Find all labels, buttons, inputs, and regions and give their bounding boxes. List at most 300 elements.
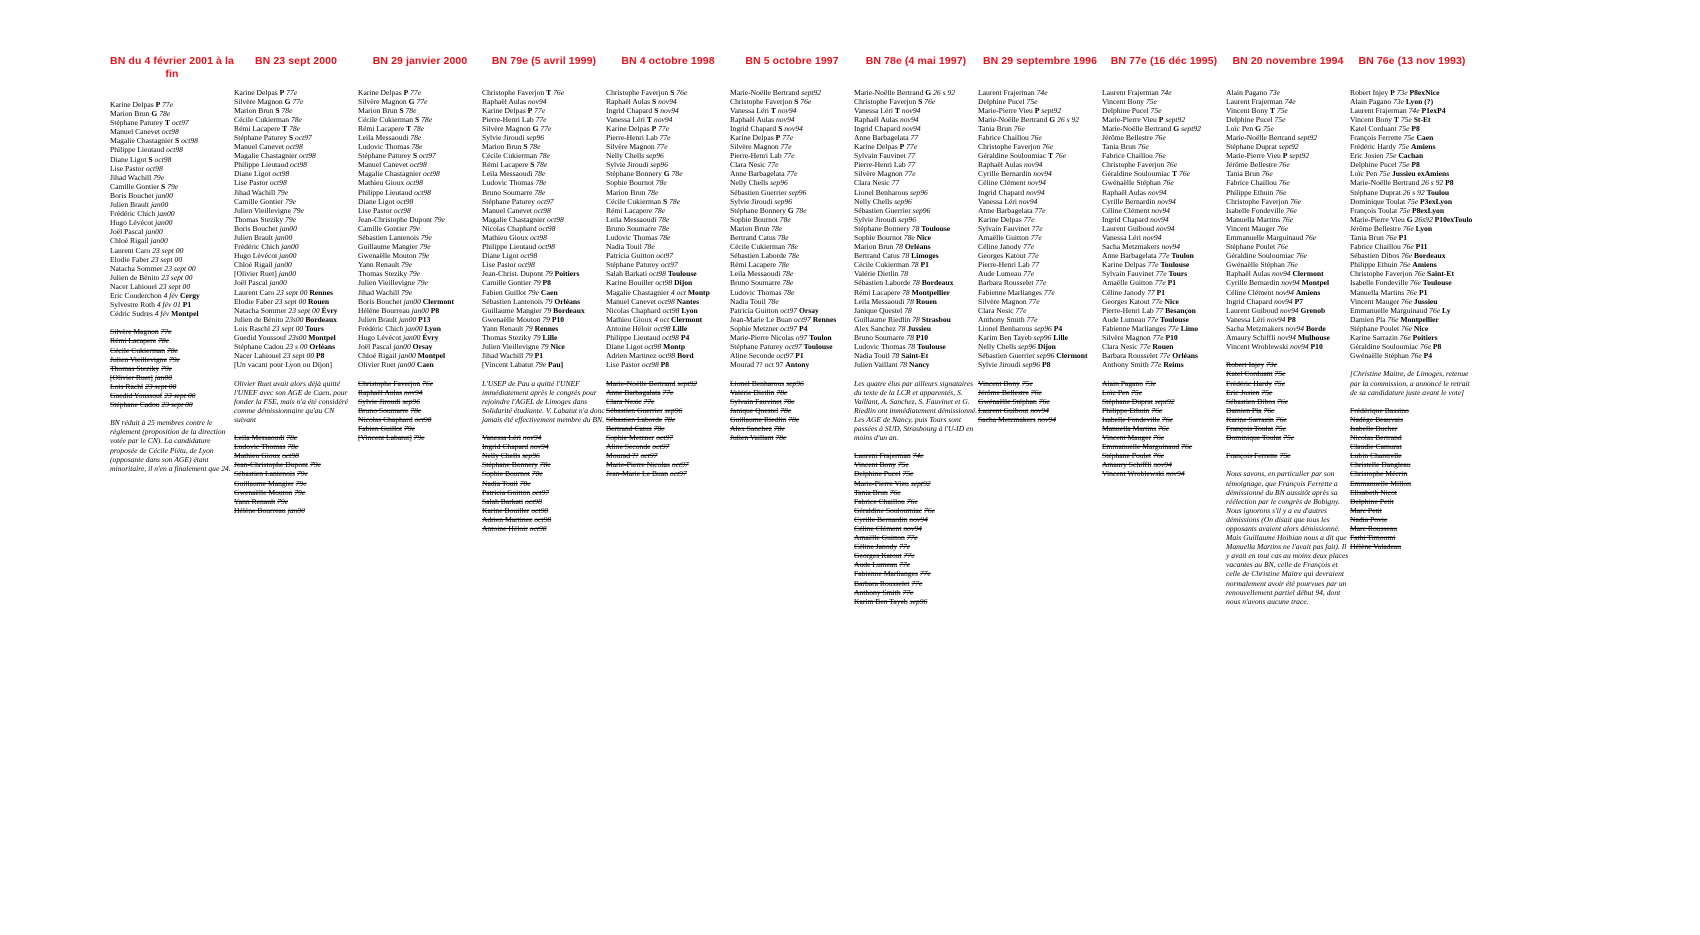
member-entry (854, 251, 978, 260)
election-date: 78e (653, 423, 665, 433)
election-date: 77e (1027, 251, 1039, 261)
role-code: S (778, 123, 783, 133)
role-code: T (894, 105, 900, 115)
election-date: nov94 (530, 442, 549, 452)
member-name: Isabelle Fondeville (1226, 205, 1284, 215)
member-entry (1226, 169, 1350, 178)
election-date: oct98 (655, 278, 673, 288)
age-city: Nice (1413, 323, 1429, 333)
election-date: sep96 (1018, 342, 1036, 352)
member-name: Christophe Faverjon (1102, 160, 1165, 170)
election-date: 79 (542, 314, 550, 324)
member-entry (482, 351, 606, 360)
member-name: Robert Injey (1226, 360, 1265, 370)
member-name: Delphine Pucel (854, 469, 901, 479)
election-date: sep96 (898, 214, 917, 224)
bn-column (606, 55, 730, 479)
election-date: 78e (776, 387, 788, 397)
member-name: Mathieu Gioux (358, 178, 405, 188)
age-city: P11 (1415, 242, 1428, 252)
member-name: Karine Delpas (482, 105, 526, 115)
election-date: 23s00 (288, 333, 307, 343)
member-name: Joël Pascal (110, 227, 144, 237)
former-member-entry (854, 597, 978, 606)
election-date: 79e (294, 487, 306, 497)
age-city: P8exNice (1409, 87, 1440, 97)
member-entry (1226, 288, 1350, 297)
member-entry (358, 133, 482, 142)
member-entry (482, 315, 606, 324)
former-member-entry (110, 327, 234, 336)
member-name: Gwénaëlle Stéphan (1226, 260, 1285, 270)
former-member-entry (1350, 479, 1474, 488)
member-name: Nelly Chells (978, 342, 1017, 352)
member-name: Elodie Faber (110, 254, 150, 264)
election-date: 76e (924, 505, 935, 515)
member-name: Marie-Pierre Nicolas (606, 460, 670, 470)
election-date: oct98 (422, 169, 440, 179)
column-heading: BN du 4 février 2001 à la fin (110, 55, 234, 80)
age-city: Lyon (?) (1405, 96, 1434, 106)
election-date: 78e (166, 345, 178, 355)
election-date: 79e (433, 214, 445, 224)
age-city: P8 (1445, 178, 1454, 188)
member-entry (978, 288, 1102, 297)
role-code: S (662, 196, 668, 206)
election-date: nov94 (1285, 323, 1305, 333)
election-date: 78 (895, 242, 903, 252)
member-name: Jean-Marie Le Buan (730, 314, 792, 324)
member-name: Elodie Faber (234, 296, 274, 306)
election-date: 78e (286, 433, 298, 443)
former-member-entry (358, 397, 482, 406)
age-city: Nice (916, 233, 932, 242)
role-code: S (148, 154, 153, 164)
election-date: 75e (1398, 142, 1410, 152)
election-date: 77e (656, 142, 668, 152)
member-entry (606, 278, 730, 287)
election-date: 76e (1399, 333, 1411, 343)
member-entry (234, 97, 358, 106)
spacer (1102, 369, 1226, 378)
spacer (358, 369, 482, 378)
member-name: Aude Lumeau (854, 560, 898, 570)
member-entry (854, 260, 978, 269)
member-name: Clara Nesic (978, 305, 1014, 315)
role-code: T (406, 123, 412, 133)
member-entry (606, 297, 730, 306)
member-entry (234, 315, 358, 324)
member-name: Pierre-Henri Lab (730, 151, 782, 161)
member-entry (854, 169, 978, 178)
election-date: 77 (1155, 305, 1164, 315)
election-date: 79e (401, 260, 413, 270)
member-name: Natacha Sommer (110, 263, 163, 273)
member-name: Marion Brun (606, 187, 646, 197)
election-date: 76e (1158, 423, 1170, 433)
member-name: Diane Ligot (358, 196, 395, 206)
election-date: 77e (911, 578, 923, 588)
former-member-entry (110, 346, 234, 355)
role-code: G (532, 123, 539, 133)
former-member-entry (606, 442, 730, 451)
age-city: Mulhouse (1297, 333, 1330, 343)
member-entry (978, 251, 1102, 260)
age-city: Cergy (180, 290, 200, 300)
member-entry (358, 124, 482, 133)
member-name: Eric Josien (1350, 151, 1384, 161)
election-date: sep96 (910, 187, 928, 197)
member-name: Amaëlle Guitton (854, 533, 905, 543)
member-entry (854, 333, 978, 342)
member-entry (234, 269, 358, 278)
member-entry (1102, 269, 1226, 278)
election-date: nov94 (1150, 214, 1169, 224)
election-date: oct98 (298, 151, 316, 161)
member-name: Tania Brun (1226, 169, 1260, 179)
former-member-entry (606, 397, 730, 406)
member-name: Fabrice Chaillou (854, 496, 905, 506)
election-date: 77e (1158, 251, 1170, 261)
election-date: 79 (533, 333, 541, 343)
member-name: Valérie Dietlin (730, 387, 775, 397)
election-date: 23 sept 00 (271, 323, 304, 333)
column-heading: BN 78e (4 mai 1997) (865, 55, 967, 67)
member-name: Fabienne Marlianges (1102, 323, 1166, 333)
age-city: Orléans (554, 296, 581, 306)
member-name: Amaëlle Guitton (978, 233, 1029, 242)
former-member-entry (1350, 533, 1474, 542)
member-name: Sébastien Dibos (1350, 251, 1400, 261)
member-name: Raphaël Aulas (1226, 269, 1271, 279)
member-entry (110, 300, 234, 309)
member-entry (978, 133, 1102, 142)
former-member-entry (606, 415, 730, 424)
member-entry (1226, 178, 1350, 187)
member-name: Raphaël Aulas (730, 114, 775, 124)
election-date: 78e (410, 132, 422, 142)
election-date: 77e (1023, 214, 1035, 224)
member-name: Nicolas Chaphard (482, 223, 537, 233)
election-date: 78 (912, 278, 920, 288)
member-entry (730, 115, 854, 124)
member-entry (1102, 233, 1226, 242)
member-entry (854, 115, 978, 124)
member-entry (978, 188, 1102, 197)
age-city: Nantes (676, 296, 700, 306)
member-name: Cécile Cukierman (730, 242, 786, 252)
election-date: 78e (658, 223, 670, 233)
member-name: Nelly Chells (854, 196, 893, 206)
member-name: Bruno Soumarre (358, 405, 409, 415)
former-member-entry (1102, 388, 1226, 397)
election-date: jan00 (150, 200, 169, 210)
member-name: Laurent Guiboud (1102, 223, 1155, 233)
former-member-entry (978, 388, 1102, 397)
election-date: 78 (891, 351, 900, 361)
age-city: Jussieu (907, 323, 932, 333)
member-entry (854, 278, 978, 287)
election-date: 79e (285, 196, 297, 206)
member-name: Lois Rachl (110, 381, 144, 391)
age-city: Montpel (417, 351, 446, 361)
age-city: Nancy (908, 360, 930, 370)
age-city: P8 (660, 360, 670, 370)
former-member-entry (110, 336, 234, 345)
role-code: S (161, 181, 166, 191)
member-name: Karine Delpas (606, 123, 650, 133)
election-date: jan00 (287, 505, 305, 515)
member-entry (730, 351, 854, 360)
member-name: Robert Injey (1350, 87, 1389, 97)
member-name: Silvère Magnon (358, 96, 407, 106)
election-date: 78 (912, 314, 920, 324)
election-date: 77e (902, 587, 914, 597)
member-name: Alain Pagano (1102, 378, 1144, 388)
member-name: Loïc Pen (1226, 123, 1254, 133)
member-name: Nelly Chells (606, 151, 645, 161)
election-date: 76e (1385, 233, 1397, 242)
member-name: Laurent Guiboud (1226, 305, 1279, 315)
age-city: Cachan (1398, 151, 1424, 161)
age-city: P3exLyon (1420, 196, 1453, 206)
member-name: Tania Brun (854, 487, 888, 497)
election-date: oct97 (776, 351, 794, 361)
former-member-entry (110, 364, 234, 373)
election-date: 78e (786, 242, 798, 252)
member-entry (234, 188, 358, 197)
member-name: Nadia Touil (606, 242, 642, 252)
election-date: jan00 (279, 251, 297, 261)
member-entry (482, 88, 606, 97)
member-name: Hélène Bourreau (234, 505, 286, 515)
member-name: Lois Raschl (234, 323, 271, 333)
column-heading: BN 20 novembre 1994 (1232, 55, 1344, 67)
member-name: [Un vacant pour Lyon ou Dijon] (234, 360, 333, 370)
election-date: 77 (907, 160, 916, 170)
member-entry (606, 242, 730, 251)
election-date: 79e (418, 251, 430, 261)
election-date: 77e (292, 96, 304, 106)
election-date: oct98 (272, 169, 290, 179)
member-name: Rémi Lacapere (482, 160, 529, 170)
role-code: G (1173, 123, 1180, 133)
election-date: oct98 (529, 524, 547, 533)
election-date: 77e (780, 142, 792, 152)
role-code: P (775, 132, 781, 142)
member-name: Olivier Ruet (358, 360, 396, 370)
election-date: jan00 (279, 223, 297, 233)
member-entry (978, 351, 1102, 360)
election-date: 78 (897, 323, 906, 333)
age-city: Saint-Et (1427, 269, 1455, 279)
member-name: Rémi Lacapere (110, 336, 157, 346)
former-member-entry (110, 355, 234, 364)
election-date: oct97 (171, 118, 189, 128)
election-date: nov94 (660, 105, 679, 115)
member-entry (606, 124, 730, 133)
age-city: Toulouse (1422, 278, 1452, 288)
member-entry (606, 351, 730, 360)
election-date: 76e (1181, 442, 1193, 452)
member-name: Pierre-Henri Lab (854, 160, 906, 170)
age-city: Borde (1305, 323, 1326, 333)
member-name: Bruno Soumarre (482, 187, 533, 197)
election-date: sept92 (1289, 151, 1310, 161)
age-city: Amiens (1410, 142, 1436, 152)
election-date: 76e (1401, 323, 1413, 333)
member-entry (358, 288, 482, 297)
former-member-entry (1350, 497, 1474, 506)
election-date: jan00 (154, 372, 173, 382)
election-date: 74e (1036, 87, 1048, 97)
election-date: 76e (1162, 178, 1174, 188)
former-member-entry (1350, 488, 1474, 497)
election-date: 79e (528, 287, 539, 297)
election-date: 76e (1154, 132, 1166, 142)
member-entry (1102, 178, 1226, 187)
member-name: Sylvain Fauvinet (730, 396, 782, 406)
role-code: T (164, 118, 170, 128)
member-name: Ludovic Thomas (482, 178, 534, 188)
former-member-entry (1102, 451, 1226, 460)
election-date: 4 fév 01 (156, 300, 181, 310)
former-member-entry (1350, 469, 1474, 478)
member-entry (854, 288, 978, 297)
member-entry (482, 333, 606, 342)
member-name: Lionel Benharous (978, 323, 1033, 333)
age-city: Dijon (1037, 342, 1056, 352)
former-member-entry (1102, 379, 1226, 388)
member-name: Boris Bouchet (110, 190, 154, 200)
member-entry (1350, 333, 1474, 342)
member-entry (110, 273, 234, 282)
member-name: Cécile Cukierman (854, 260, 910, 270)
member-name: Sylvie Jiroudi (358, 396, 401, 406)
member-name: Nadia Touil (482, 478, 518, 488)
role-code: P (155, 100, 161, 109)
column-note: Nous savons, en particulier par son témoignage, que François Ferrette a démissionné du BN aussitôt après sa réélection par le congrès de Bobigny. Nous ignorons s'il y a eu d'autres démissions (On disait que tous les opposants avaient alors démissionné. Mais Guillaume Hoibian nous a dit que Manuella Martins ne l'avait pas fait). Il y avait en tout cas au moins deux places vacantes au BN, celle de François et celle de Christine Maitre qui devraient normalement avoir été pourvues par un renouvellement partiel début 94, dont nous n'avons aucune trace. (1226, 469, 1349, 606)
column-note: Les quatre élus par ailleurs signataires du texte de la LCR et apparentés, S. Vaillant, A. Sanchez, S. Fauvinet et G. Riedlin ont immédiatement démissionné. Les AGE de Nancy, puis Tours sont passées à SUD, Strasbourg à l'U-ID en moins d'un an. (854, 378, 978, 443)
age-city: P8 (1411, 123, 1420, 133)
former-member-entry (854, 497, 978, 506)
member-entry (730, 315, 854, 324)
member-entry (1102, 324, 1226, 333)
member-entry (482, 233, 606, 242)
member-name: Delphine Pucel (1226, 114, 1273, 124)
election-date: 76e (1275, 414, 1287, 424)
age-city: Évry (422, 333, 439, 343)
role-code: S (288, 132, 294, 142)
member-name: Lise Pastor (482, 260, 516, 270)
member-name: Karine Sarrazin (1226, 414, 1274, 424)
member-name: Ludovic Thomas (358, 142, 410, 152)
role-code: T (282, 123, 288, 133)
member-entry (1350, 88, 1474, 97)
member-entry (1102, 133, 1226, 142)
election-date: 78e (534, 187, 546, 197)
member-name: Nadège Beauvais (1350, 414, 1403, 424)
election-date: oct97 (780, 323, 798, 333)
role-code: G (408, 96, 415, 106)
column-heading: BN 29 septembre 1996 (982, 55, 1098, 67)
member-name: Leila Messaoudi (606, 214, 657, 224)
member-entry (1226, 224, 1350, 233)
former-member-entry (1350, 442, 1474, 451)
member-name: Géraldine Souloumiac (1350, 342, 1419, 352)
member-entry (1102, 160, 1226, 169)
former-member-entry (234, 433, 358, 442)
election-date: 75e (1398, 123, 1410, 133)
age-city: Lyon (681, 305, 698, 315)
election-date: 78e (664, 414, 676, 424)
member-name: Karim Ben Tayeb (854, 596, 908, 606)
election-date: jan00 (155, 190, 173, 200)
role-code: S (399, 105, 404, 115)
member-name: Clara Nesic (730, 160, 766, 170)
former-member-entry (854, 479, 978, 488)
election-date: 76e (1278, 178, 1290, 188)
member-name: Cécile Cukierman (606, 196, 662, 206)
election-date: 76e (1275, 187, 1287, 197)
former-member-entry (978, 415, 1102, 424)
election-date: 79 (543, 305, 552, 315)
member-name: Delphine Pucel (978, 96, 1025, 106)
election-date: 76e (1153, 451, 1165, 461)
role-code: T (1269, 105, 1275, 115)
member-name: Marie-Pierre Vieu (978, 105, 1033, 115)
member-name: Vincent Bony (1350, 114, 1392, 124)
age-city: P8 (542, 278, 551, 288)
member-entry (1350, 251, 1474, 260)
member-name: Fabienne Marlianges (978, 287, 1042, 297)
election-date: 23 sept 00 (164, 391, 196, 400)
member-name: Adrien Martinez (606, 351, 657, 361)
member-entry (1226, 342, 1350, 351)
election-date: 76e (1414, 269, 1426, 279)
election-date: sep96 (1033, 333, 1052, 343)
member-name: Céline Clément (978, 178, 1026, 188)
election-date: 76e (1290, 196, 1302, 206)
former-member-entry (234, 479, 358, 488)
member-name: Georges Katout (1102, 296, 1150, 306)
role-code: T (770, 105, 776, 115)
age-city: P1exP4 (1421, 105, 1446, 115)
member-name: Julien de Bénito (110, 272, 160, 282)
member-name: Elisabeth Nicot (1350, 487, 1398, 497)
election-date: oct98 (161, 127, 179, 137)
election-date: 73e (1396, 87, 1408, 97)
election-date: oct97 (640, 451, 658, 461)
election-date: 78e (410, 405, 422, 415)
member-entry (606, 160, 730, 169)
member-entry (1226, 133, 1350, 142)
member-name: Vincent Bony (854, 460, 896, 470)
role-code: S (275, 105, 280, 115)
election-date: sep96 (650, 160, 669, 170)
member-entry (482, 97, 606, 106)
member-entry (110, 182, 234, 191)
former-member-entry (234, 488, 358, 497)
member-entry (1350, 197, 1474, 206)
member-name: Emmanuelle Marguinaud (1350, 305, 1428, 315)
member-name: Sylvie Jiroudi (730, 196, 773, 206)
member-entry (234, 133, 358, 142)
member-name: Karine Delpas (110, 100, 154, 109)
member-name: Julien Vaillant (730, 433, 774, 443)
member-entry (730, 242, 854, 251)
election-date: 76e (1055, 151, 1066, 161)
